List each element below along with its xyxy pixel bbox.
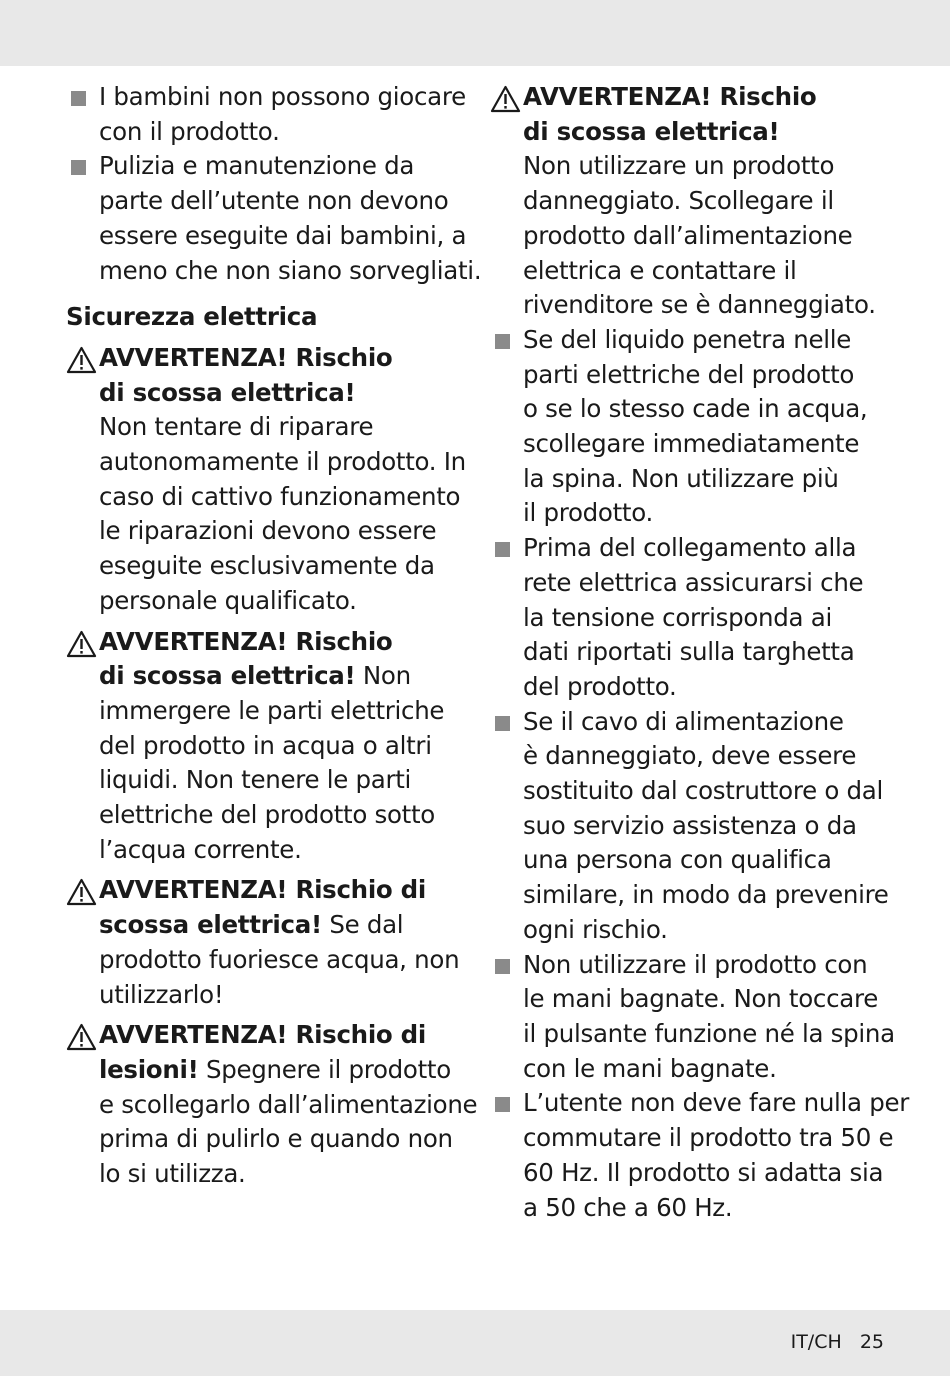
warning-text-line: prima di pulirlo e quando non	[99, 1124, 453, 1154]
warning-title: AVVERTENZA! Rischio di	[99, 875, 427, 905]
warning-text-line: Non utilizzare un prodotto	[523, 151, 835, 181]
warning-text-line: le riparazioni devono essere	[99, 516, 437, 546]
warning-title: AVVERTENZA! Rischio	[99, 626, 393, 656]
text-line: commutare il prodotto tra 50 e	[523, 1123, 894, 1153]
warning-text-line: elettrica e contattare il	[523, 255, 797, 285]
warning-text-line: danneggiato. Scollegare il	[523, 186, 834, 216]
warning-text-line: Non tentare di riparare	[99, 412, 374, 442]
text-line: con il prodotto.	[99, 116, 280, 146]
warning-block	[66, 873, 466, 1012]
square-bullet-icon	[495, 959, 510, 974]
warning-block	[490, 80, 890, 323]
warning-triangle-icon	[66, 1023, 97, 1051]
warning-text-line: utilizzarlo!	[99, 979, 224, 1009]
warning-triangle-icon	[66, 878, 97, 906]
warning-text-line: prodotto fuoriesce acqua, non	[99, 944, 460, 974]
warning-title: AVVERTENZA! Rischio	[523, 82, 817, 111]
warning-title-line	[99, 873, 466, 908]
text-line: I bambini non possono giocare	[99, 82, 466, 111]
text-line: o se lo stesso cade in acqua,	[523, 394, 868, 424]
square-bullet-icon	[495, 1097, 510, 1112]
warning-text-line: liquidi. Non tenere le parti	[99, 765, 412, 795]
warning-title: di scossa elettrica!	[99, 661, 356, 691]
warning-text: Se dal	[321, 910, 404, 940]
warning-title: di scossa elettrica!	[523, 116, 780, 146]
warning-triangle-icon	[490, 85, 521, 113]
text-line: il pulsante funzione né la spina	[523, 1018, 895, 1048]
warning-title-line	[99, 341, 466, 376]
warning-text-line: elettriche del prodotto sotto	[99, 800, 435, 830]
text-line: meno che non siano sorvegliati.	[99, 255, 482, 285]
text-line: similare, in modo da prevenire	[523, 880, 889, 910]
warning-text: Non	[355, 661, 411, 691]
text-line: a 50 che a 60 Hz.	[523, 1192, 733, 1222]
list-item	[490, 705, 890, 948]
text-line: la spina. Non utilizzare più	[523, 463, 839, 493]
text-line: L’utente non deve fare nulla per	[523, 1088, 910, 1118]
warning-text-line: eseguite esclusivamente da	[99, 551, 435, 581]
text-line: Se il cavo di alimentazione	[523, 706, 844, 736]
text-line: è danneggiato, deve essere	[523, 741, 857, 771]
text-line: Non utilizzare il prodotto con	[523, 949, 868, 979]
page-number: 25	[859, 1331, 884, 1353]
section-heading: Sicurezza elettrica	[66, 302, 318, 332]
list-item	[66, 149, 482, 288]
warning-text-line: rivenditore se è danneggiato.	[523, 290, 876, 320]
warning-block	[66, 341, 466, 619]
warning-title-line	[99, 908, 466, 943]
warning-triangle-icon	[66, 346, 97, 374]
text-line: le mani bagnate. Non toccare	[523, 984, 878, 1014]
text-line: il prodotto.	[523, 498, 653, 528]
warning-title-line	[99, 1018, 466, 1053]
page-footer	[791, 1331, 884, 1353]
text-line: una persona con qualifica	[523, 845, 832, 875]
warning-title: scossa elettrica!	[99, 910, 322, 940]
warning-block	[66, 1018, 478, 1192]
warning-block	[66, 625, 466, 868]
square-bullet-icon	[495, 542, 510, 557]
list-item	[490, 531, 890, 705]
warning-title-line	[99, 659, 466, 694]
square-bullet-icon	[495, 334, 510, 349]
warning-text-line: l’acqua corrente.	[99, 834, 302, 864]
text-line: dati riportati sulla targhetta	[523, 637, 855, 667]
text-line: sostituito dal costruttore o dal	[523, 776, 883, 806]
footer-locale: IT/CH	[790, 1331, 842, 1353]
text-line: parti elettriche del prodotto	[523, 359, 855, 389]
list-item	[66, 80, 466, 149]
warning-title-line	[99, 1053, 466, 1088]
warning-text-line: prodotto dall’alimentazione	[523, 220, 853, 250]
warning-text-line: autonomamente il prodotto. In	[99, 447, 466, 477]
text-line: con le mani bagnate.	[523, 1053, 777, 1083]
warning-text-line: immergere le parti elettriche	[99, 695, 445, 725]
warning-title-line	[523, 80, 890, 115]
warning-title: AVVERTENZA! Rischio	[99, 342, 393, 372]
text-line: parte dell’utente non devono	[99, 186, 449, 216]
text-line: 60 Hz. Il prodotto si adatta sia	[523, 1157, 884, 1187]
list-item	[490, 948, 895, 1087]
text-line: scollegare immediatamente	[523, 429, 860, 459]
warning-text-line: del prodotto in acqua o altri	[99, 730, 432, 760]
warning-title-line	[99, 376, 466, 411]
warning-title: di scossa elettrica!	[99, 377, 356, 407]
left-column	[66, 80, 482, 1192]
warning-text-line: e scollegarlo dall’alimentazione	[99, 1089, 478, 1119]
warning-title-line	[99, 625, 466, 660]
square-bullet-icon	[71, 91, 86, 106]
warning-text-line: caso di cattivo funzionamento	[99, 481, 461, 511]
spacer	[66, 288, 466, 300]
header-band	[0, 0, 950, 66]
text-line: del prodotto.	[523, 671, 677, 701]
right-column	[490, 80, 910, 1225]
text-line: rete elettrica assicurarsi che	[523, 567, 864, 597]
warning-text-line: lo si utilizza.	[99, 1159, 246, 1189]
text-line: suo servizio assistenza o da	[523, 810, 857, 840]
text-line: essere eseguite dai bambini, a	[99, 220, 467, 250]
square-bullet-icon	[71, 160, 86, 175]
square-bullet-icon	[495, 716, 510, 731]
warning-triangle-icon	[66, 630, 97, 658]
warning-title: AVVERTENZA! Rischio di	[99, 1020, 427, 1050]
warning-text: Spegnere il prodotto	[198, 1054, 451, 1084]
text-line: la tensione corrisponda ai	[523, 602, 832, 632]
text-line: Prima del collegamento alla	[523, 533, 857, 563]
warning-text-line: personale qualificato.	[99, 585, 357, 615]
text-line: Pulizia e manutenzione da	[99, 151, 415, 181]
list-item	[490, 323, 890, 531]
warning-title-line	[523, 115, 890, 150]
text-line: Se del liquido penetra nelle	[523, 324, 852, 354]
text-line: ogni rischio.	[523, 914, 668, 944]
list-item	[490, 1086, 910, 1225]
warning-title: lesioni!	[99, 1054, 199, 1084]
